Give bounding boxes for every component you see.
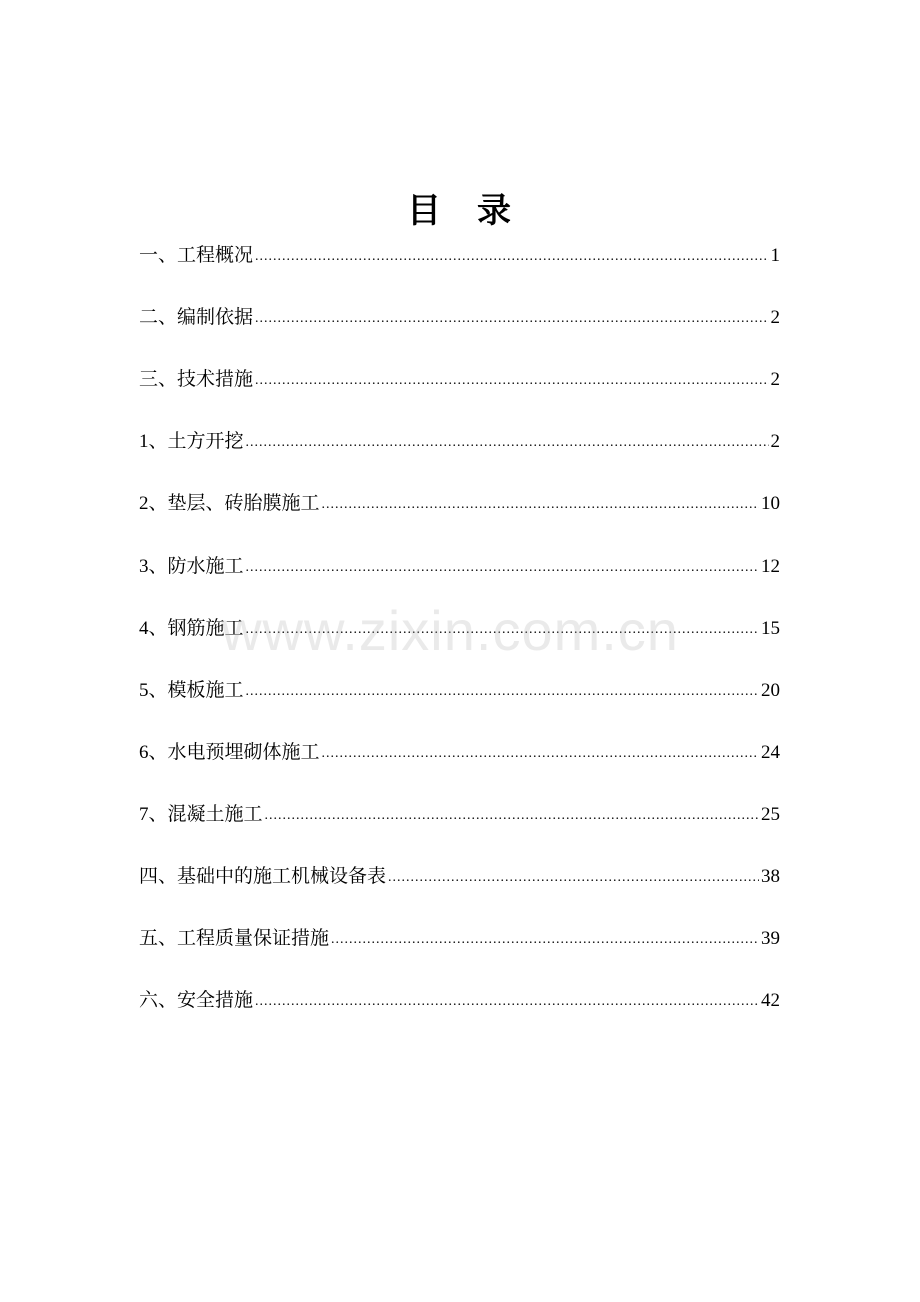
toc-entry[interactable] — [139, 294, 780, 356]
table-of-contents — [139, 232, 780, 1039]
toc-entry-page: 20 — [761, 679, 780, 701]
toc-entry-page: 38 — [761, 866, 780, 888]
page-title — [0, 183, 920, 232]
dot-leader — [246, 436, 769, 450]
toc-entry-label: 三、技术措施 — [139, 369, 254, 391]
toc-entry-page: 15 — [761, 617, 780, 639]
dot-leader — [255, 250, 768, 264]
toc-entry-label: 7、混凝土施工 — [139, 803, 263, 825]
dot-leader — [331, 933, 759, 947]
toc-entry-label: 一、工程概况 — [139, 245, 254, 267]
toc-entry-label: 2、垫层、砖胎膜施工 — [139, 493, 320, 515]
toc-entry-label: 六、安全措施 — [139, 990, 254, 1012]
toc-entry[interactable] — [139, 480, 780, 542]
toc-entry-label: 1、土方开挖 — [139, 431, 244, 453]
toc-entry[interactable] — [139, 977, 780, 1039]
toc-entry-label: 二、编制依据 — [139, 307, 254, 329]
dot-leader — [246, 685, 759, 699]
toc-entry[interactable] — [139, 418, 780, 480]
toc-entry[interactable] — [139, 232, 780, 294]
watermark: www.zixin.com.cn — [221, 599, 679, 662]
toc-entry-page: 1 — [770, 245, 780, 267]
dot-leader — [255, 374, 768, 388]
toc-entry-page: 25 — [761, 803, 780, 825]
dot-leader — [255, 312, 768, 326]
toc-entry-label: 4、钢筋施工 — [139, 617, 244, 639]
dot-leader — [246, 561, 759, 575]
dot-leader — [255, 995, 759, 1009]
toc-entry-label: 五、工程质量保证措施 — [139, 928, 330, 950]
toc-entry[interactable] — [139, 667, 780, 729]
dot-leader — [322, 498, 759, 512]
toc-entry-label: 四、基础中的施工机械设备表 — [139, 866, 387, 888]
dot-leader — [388, 871, 759, 885]
toc-entry-page: 10 — [761, 493, 780, 515]
dot-leader — [246, 623, 759, 637]
dot-leader — [265, 809, 759, 823]
toc-entry[interactable] — [139, 853, 780, 915]
toc-entry[interactable] — [139, 791, 780, 853]
toc-entry[interactable] — [139, 605, 780, 667]
toc-entry[interactable] — [139, 729, 780, 791]
page-title-part-2: 录 — [477, 190, 513, 231]
toc-entry-label: 6、水电预埋砌体施工 — [139, 741, 320, 763]
toc-entry-page: 2 — [770, 431, 780, 453]
dot-leader — [322, 747, 759, 761]
toc-entry-page: 12 — [761, 555, 780, 577]
toc-entry[interactable] — [139, 356, 780, 418]
page-title-part-1: 目 — [407, 190, 443, 231]
toc-entry-label: 5、模板施工 — [139, 679, 244, 701]
toc-entry-page: 24 — [761, 741, 780, 763]
toc-entry-label: 3、防水施工 — [139, 555, 244, 577]
toc-entry-page: 42 — [761, 990, 780, 1012]
toc-entry-page: 2 — [770, 369, 780, 391]
toc-entry-page: 2 — [770, 307, 780, 329]
toc-entry[interactable] — [139, 542, 780, 604]
toc-entry[interactable] — [139, 915, 780, 977]
toc-entry-page: 39 — [761, 928, 780, 950]
